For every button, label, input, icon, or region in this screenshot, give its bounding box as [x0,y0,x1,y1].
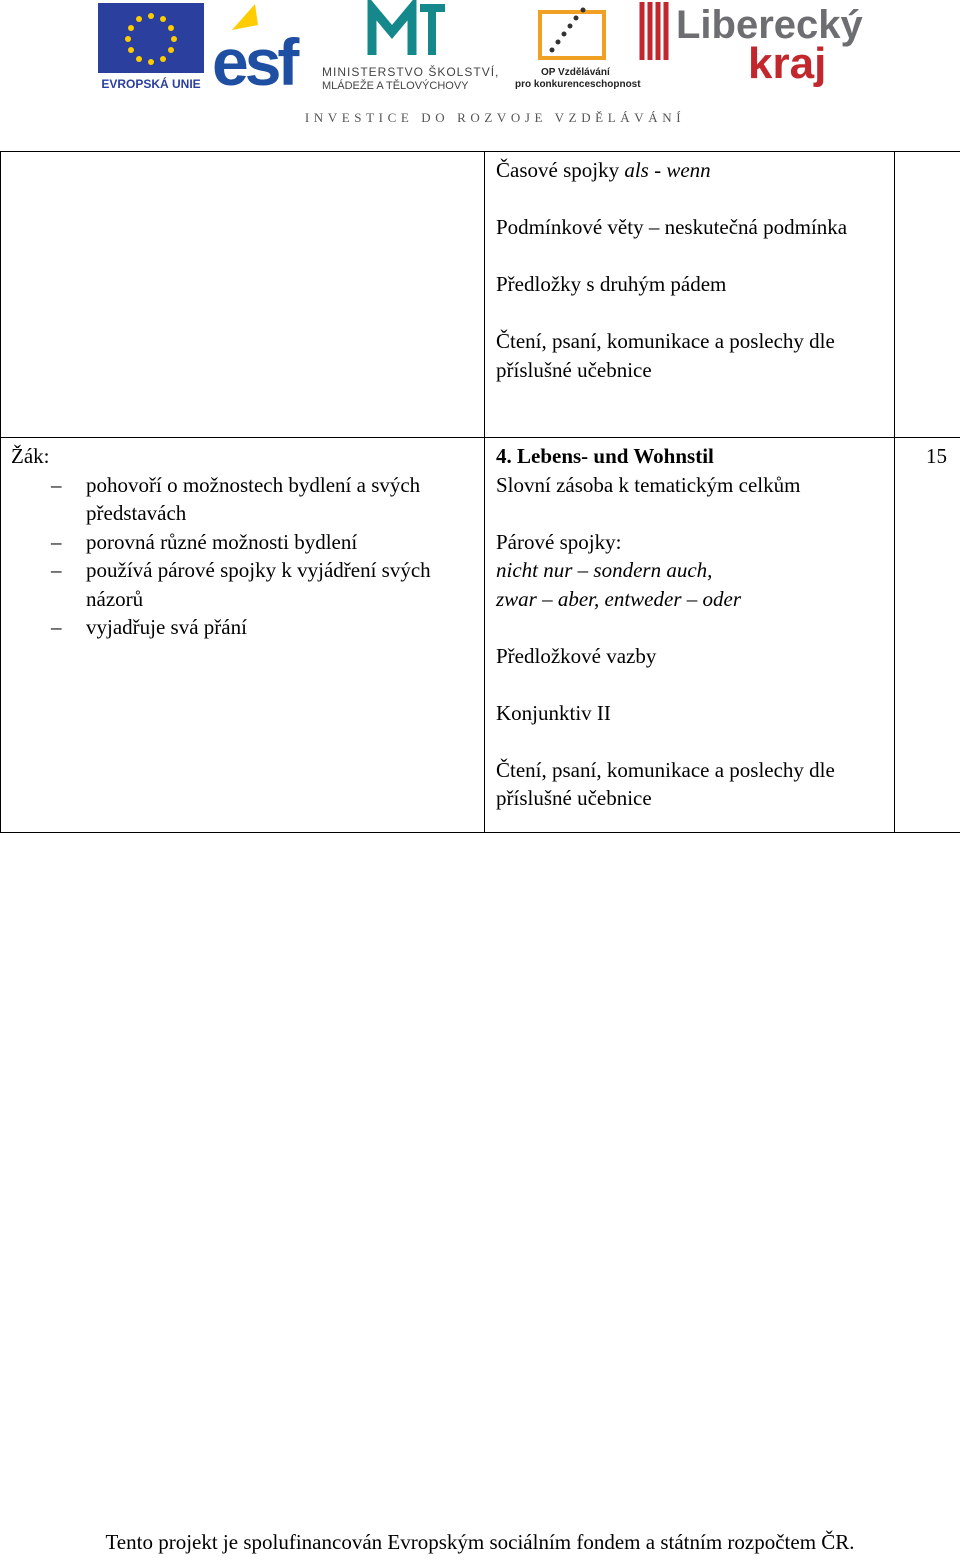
dash-bullet: – [51,558,62,582]
hours-cell [895,152,960,438]
footer-note: Tento projekt je spolufinancován Evropským sociálním fondem a státním rozpočtem ČR. [105,1530,855,1554]
topic-temporal: Časové spojky als - wenn [496,158,711,182]
msmt-logo [322,8,499,92]
logo-strip [0,0,960,100]
op-line2: pro konkurenceschopnost [515,79,641,90]
op-line1: OP Vzdělávání [541,67,610,78]
tagline: INVESTICE DO ROZVOJE VZDĚLÁVÁNÍ [304,110,686,125]
topic-skills: Čtení, psaní, komunikace a poslechy dle příslušné učebnice [496,757,835,810]
outcomes-cell [1,438,485,833]
student-label: Žák: [11,444,50,468]
topic-paired-conjunctions: Párové spojky: nicht nur – sondern auch, zwar – aber, entweder – oder [496,529,741,611]
liberec-line2: kraj [748,39,827,88]
topic-konjunktiv: Konjunktiv II [496,700,611,725]
eu-logo-text: EVROPSKÁ UNIE [101,77,201,91]
msmt-line1: MINISTERSTVO ŠKOLSTVÍ, [322,65,500,79]
esf-logo-text: esf [212,25,296,99]
esf-logo [212,4,300,99]
topic-skills: Čtení, psaní, komunikace a poslechy dle příslušné učebnice [496,329,835,382]
table-row [1,438,960,833]
liberecky-kraj-logo [642,2,864,88]
outcomes-cell [1,152,485,438]
eu-logo [98,3,204,91]
topic-heading: 4. Lebens- und Wohnstil [496,444,714,468]
topics-cell [485,438,895,833]
topics-cell [485,152,895,438]
dash-bullet: – [51,529,62,554]
topic-prepositions: Předložky s druhým pádem [496,272,727,296]
list-item: – používá párové spojky k vyjádření svých názorů [51,558,431,611]
list-item: – vyjadřuje svá přání [11,613,484,642]
outcomes-list [11,471,484,642]
list-item: – porovná různé možnosti bydlení [11,528,484,557]
msmt-line2: MLÁDEŽE A TĚLOVÝCHOVY [322,80,469,92]
topic-vocab: Slovní zásoba k tematickým celkům [496,472,801,497]
hours-cell: 15 [895,438,960,833]
liberec-line1: Liberecký [676,3,863,47]
topic-conditional: Podmínkové věty – neskutečná podmínka [496,215,848,239]
curriculum-table [0,151,960,833]
list-item: – pohovoří o možnostech bydlení a svých představách [51,472,421,525]
dash-bullet: – [51,615,62,639]
op-logo [515,8,641,91]
dash-bullet: – [51,472,62,497]
table-row [1,152,960,438]
topic-prep-phrases: Předložkové vazby [496,643,657,668]
